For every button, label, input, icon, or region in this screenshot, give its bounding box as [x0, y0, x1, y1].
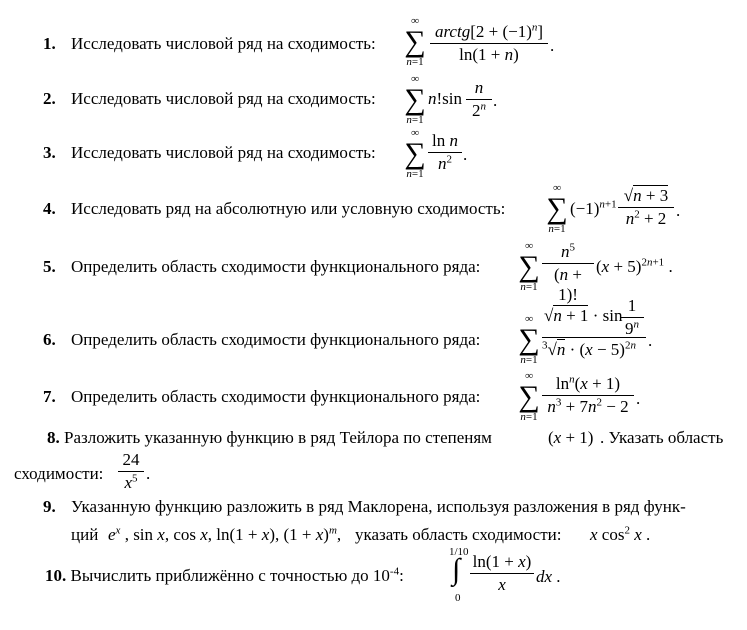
- formula-6-den: $^3√n \cdot (x - 5)^{2n}$: [542, 339, 636, 359]
- integral-symbol: ∫: [452, 553, 461, 586]
- problem-4: [43, 199, 505, 219]
- problem-text: Определить область сходимости функционального ряда:: [71, 330, 481, 349]
- sum-symbol: ∞ ∑ n=1: [404, 15, 426, 68]
- problem-number: 7.: [43, 387, 56, 406]
- problem-1: [43, 34, 376, 54]
- formula-1: arctg[2 + $(-1)^n$] ln(1 + n): [430, 22, 548, 65]
- problem-3: [43, 143, 376, 163]
- problem-text-line2: ций: [71, 525, 99, 544]
- problem-number: 8.: [47, 428, 60, 447]
- problem-text: Исследовать числовой ряд на сходимость:: [71, 143, 376, 162]
- sum-symbol: ∞ ∑ n=1: [518, 370, 540, 423]
- problem-number: 10.: [45, 566, 67, 585]
- problem-5: [43, 257, 480, 277]
- problem-7: [43, 387, 480, 407]
- formula-4a: $(-1)^{n+1}$: [570, 198, 617, 218]
- problem-number: 2.: [43, 89, 56, 108]
- formula-6-inner: 1 9$^n$: [620, 296, 644, 339]
- formula-2: n 2$^n$: [466, 78, 492, 121]
- sum-symbol: ∞ ∑ n=1: [546, 182, 568, 235]
- problem-text-line2: сходимости:: [14, 464, 104, 483]
- formula-7: $\ln^n(x + 1)$ $n^3 + 7n^2 - 2$: [542, 374, 634, 417]
- problem-number: 9.: [43, 497, 56, 516]
- problem-number: 6.: [43, 330, 56, 349]
- sum-symbol: ∞ ∑ n=1: [518, 240, 540, 293]
- integral-lower: 0: [455, 592, 461, 604]
- formula-5: $n^5$ (n + 1)!: [542, 242, 594, 305]
- formula-5b: $(x + 5)^{2n+1}$ .: [596, 256, 673, 276]
- problem-9: [43, 497, 686, 517]
- problem-number: 3.: [43, 143, 56, 162]
- formula-10: ln(1 + x) x: [470, 552, 534, 595]
- formula-8: 24 $x^5$: [118, 450, 144, 493]
- formula-4: √n + 3 $n^2 + 2$: [618, 186, 674, 229]
- formula-9b: x $\cos^2 x$ .: [590, 524, 651, 544]
- problem-8: [47, 428, 492, 448]
- formula-9a: $e^x$ , sin x, cos x, ln(1 + x), $(1 + x)^m$,: [108, 524, 342, 544]
- problem-number: 1.: [43, 34, 56, 53]
- problem-text: Указанную функцию разложить в ряд Маклорена, используя разложения в ряд функ-: [71, 497, 686, 516]
- integral-upper: 1/10: [449, 546, 469, 558]
- problem-2: [43, 89, 376, 109]
- sum-symbol: ∞ ∑ n=1: [404, 73, 426, 126]
- formula-8a: (x + 1): [548, 428, 594, 447]
- problem-text: Определить область сходимости функционального ряда:: [71, 387, 481, 406]
- exponent: -4: [389, 565, 400, 578]
- sum-symbol: ∞ ∑ n=1: [518, 313, 540, 366]
- problem-6: [43, 330, 480, 350]
- formula-6-num: √n + 1 · sin: [544, 306, 623, 325]
- formula-2a: n!sin: [428, 89, 462, 108]
- formula-10b: dx .: [536, 567, 561, 586]
- problem-number: 5.: [43, 257, 56, 276]
- sum-symbol: ∞ ∑ n=1: [404, 127, 426, 180]
- problem-text: Разложить указанную функцию в ряд Тейлора по степеням: [64, 428, 492, 447]
- problem-text: Вычислить приближённо с точностью до 10: [70, 566, 390, 585]
- problem-number: 4.: [43, 199, 56, 218]
- problem-text: Исследовать числовой ряд на сходимость:: [71, 34, 376, 53]
- formula-3: ln n $n^2$: [428, 131, 462, 174]
- problem-text: Исследовать числовой ряд на сходимость:: [71, 89, 376, 108]
- problem-text-cont: . Указать область: [600, 428, 724, 447]
- problem-text: Исследовать ряд на абсолютную или условную сходимость:: [71, 199, 506, 218]
- problem-text-line2b: указать область сходимости:: [355, 525, 562, 544]
- problem-text: Определить область сходимости функционального ряда:: [71, 257, 481, 276]
- problem-10: [45, 566, 404, 586]
- colon: :: [399, 566, 404, 585]
